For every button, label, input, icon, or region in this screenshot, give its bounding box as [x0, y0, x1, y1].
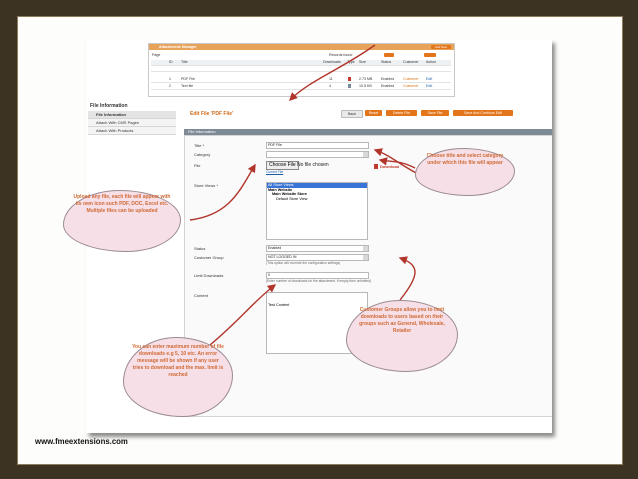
store-option[interactable]: Default Store View	[276, 196, 308, 201]
row-status: Enabled	[381, 84, 395, 88]
download-link[interactable]: Download	[380, 164, 400, 169]
row-status: Enabled	[381, 77, 395, 81]
row-size: 2.73 MB	[359, 77, 373, 81]
add-new-button[interactable]: Add New	[431, 45, 451, 49]
row-edit-link[interactable]: Edit	[426, 84, 433, 88]
reset-button[interactable]: Reset	[365, 110, 382, 116]
pdf-icon	[374, 164, 378, 169]
sidebar-item-products[interactable]: Attach With Products	[88, 127, 176, 135]
row-title: Text file	[181, 84, 194, 88]
customer-group-select[interactable]: NOT LOGGED IN	[266, 254, 369, 261]
grid-title: Attachments Manager	[159, 45, 197, 49]
row-customer: Customer	[403, 77, 419, 81]
table-row[interactable]	[151, 77, 451, 83]
store-views-label: Store Views *	[194, 183, 218, 188]
sidebar-heading: File Information	[90, 103, 128, 109]
customer-group-hint: (This option will override the configuration settings)	[266, 261, 341, 265]
text-file-icon	[348, 84, 351, 88]
status-label: Status	[194, 246, 206, 251]
col-customer: Customer	[403, 60, 419, 64]
save-file-button[interactable]: Save File	[421, 110, 449, 116]
file-label: File	[194, 163, 201, 168]
category-select[interactable]	[266, 151, 369, 158]
choose-file-button[interactable]: Choose File	[266, 161, 299, 170]
col-size: Size	[359, 60, 366, 64]
sidebar	[88, 111, 176, 135]
col-downloads: Downloads	[323, 60, 341, 64]
row-id: 1	[169, 77, 171, 81]
content-label: Content	[194, 293, 209, 298]
delete-file-button[interactable]: Delete File	[386, 110, 417, 116]
row-downloads: 4	[329, 84, 331, 88]
pdf-icon	[348, 77, 351, 81]
col-type: Type	[347, 60, 355, 64]
row-edit-link[interactable]: Edit	[426, 77, 433, 81]
col-status: Status	[381, 60, 392, 64]
callout-upload: Upload any file, each file will appear with its own icon such PDF, DOC, Excel etc. Multiple files can be uploaded	[63, 190, 181, 252]
callout-limit: You can enter maximum number of file downloads e.g 5, 10 etc. An error message will be shown if any user tries to download and the max. limit is reached	[123, 337, 233, 417]
row-id: 2	[169, 84, 171, 88]
store-option[interactable]: All Store Views	[267, 183, 367, 188]
content-text: Test Content	[268, 303, 290, 307]
grid-filter-row	[151, 66, 451, 72]
col-action: Action	[426, 60, 436, 64]
col-id: ID	[169, 60, 173, 64]
table-row[interactable]	[151, 84, 451, 90]
callout-groups: Customer Groups allow you to limit downloads to users based on their groups such as General, Wholesale, Retailer	[346, 300, 458, 372]
save-continue-button[interactable]: Save And Continue Edit	[453, 110, 513, 116]
reset-filter-button[interactable]	[424, 53, 436, 57]
limit-downloads-label: Limit Downloads	[194, 273, 224, 278]
attachments-grid	[148, 43, 455, 97]
row-downloads: 11	[329, 77, 333, 81]
store-option[interactable]: Main Website Store	[272, 192, 307, 196]
sidebar-item-file-information[interactable]: File Information	[88, 111, 176, 119]
row-size: 10.5 KB	[359, 84, 372, 88]
grid-header	[149, 44, 454, 50]
customer-group-label: Customer Group	[194, 255, 224, 260]
back-button[interactable]: Back	[341, 110, 363, 118]
limit-downloads-input[interactable]: 0	[266, 272, 369, 279]
pager-label: Page	[152, 53, 161, 57]
row-customer: Customer	[403, 84, 419, 88]
page-title: Edit File 'PDF File'	[190, 111, 234, 117]
col-title: Title	[181, 60, 188, 64]
search-button[interactable]	[384, 53, 394, 57]
category-label: Category	[194, 152, 211, 157]
status-select[interactable]: Enabled	[266, 245, 369, 252]
row-title: PDF File	[181, 77, 195, 81]
callout-choose: Choose title and select category under which this file will appear	[415, 148, 515, 196]
sidebar-item-cms-pages[interactable]: Attach With CMS Pages	[88, 119, 176, 127]
title-input[interactable]: PDF File	[266, 142, 369, 149]
limit-downloads-hint: (Enter number of downloads for the attachment. If empty then unlimited)	[266, 279, 372, 283]
title-label: Title *	[194, 143, 205, 148]
file-status: No file chosen	[297, 162, 329, 168]
records-label: Records found	[329, 53, 353, 57]
current-file-link[interactable]: Current File	[266, 170, 284, 174]
store-views-multiselect[interactable]	[266, 182, 368, 240]
store-option[interactable]: Main Website	[268, 187, 293, 192]
footer-url[interactable]: www.fmeextensions.com	[35, 437, 128, 446]
section-header: File Information	[184, 129, 552, 135]
